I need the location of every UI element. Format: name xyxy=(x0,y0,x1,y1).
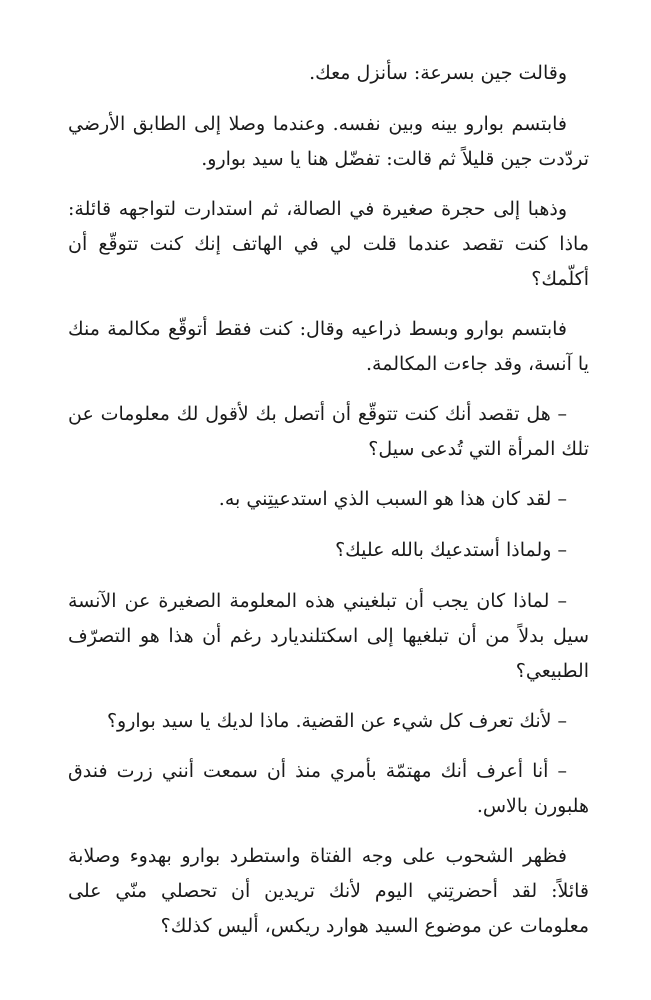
dialogue-line: – أنا أعرف أنك مهتمّة بأمري منذ أن سمعت أنني زرت فندق هلبورن بالاس. xyxy=(68,760,589,817)
book-page xyxy=(68,56,589,959)
dialogue-line: – هل تقصد أنك كنت تتوقّع أن أتصل بك لأقول لك معلومات عن تلك المرأة التي تُدعى سيل؟ xyxy=(68,403,589,460)
dialogue-line: – لأنك تعرف كل شيء عن القضية. ماذا لديك يا سيد بوارو؟ xyxy=(106,710,567,732)
dialogue-line: – لقد كان هذا هو السبب الذي استدعيتِني به. xyxy=(218,488,567,510)
dialogue-line: – لماذا كان يجب أن تبلغيني هذه المعلومة الصغيرة عن الآنسة سيل بدلاً من أن تبلغيها إلى اسكتلنديارد رغم أن هذا هو التصرّف الطبيعي؟ xyxy=(68,590,589,682)
paragraph: وذهبا إلى حجرة صغيرة في الصالة، ثم استدارت لتواجهه قائلة: ماذا كنت تقصد عندما قلت لي في الهاتف إنك كنت تتوقّع أن أكلّمك؟ xyxy=(68,198,589,290)
paragraph: وقالت جين بسرعة: سأنزل معك. xyxy=(309,62,567,84)
paragraph: فابتسم بوارو وبسط ذراعيه وقال: كنت فقط أتوقّع مكالمة منك يا آنسة، وقد جاءت المكالمة. xyxy=(68,318,589,375)
dialogue-line: – ولماذا أستدعيك بالله عليك؟ xyxy=(335,539,567,561)
paragraph: فابتسم بوارو بينه وبين نفسه. وعندما وصلا إلى الطابق الأرضي تردّدت جين قليلاً ثم قالت: تفضّل هنا يا سيد بوارو. xyxy=(68,113,589,170)
paragraph: فظهر الشحوب على وجه الفتاة واستطرد بوارو بهدوء وصلابة قائلاً: لقد أحضرتِني اليوم لأنك تريدين أن تحصلي منّي على معلومات عن موضوع السيد هوارد ريكس، أليس كذلك؟ xyxy=(68,845,589,937)
